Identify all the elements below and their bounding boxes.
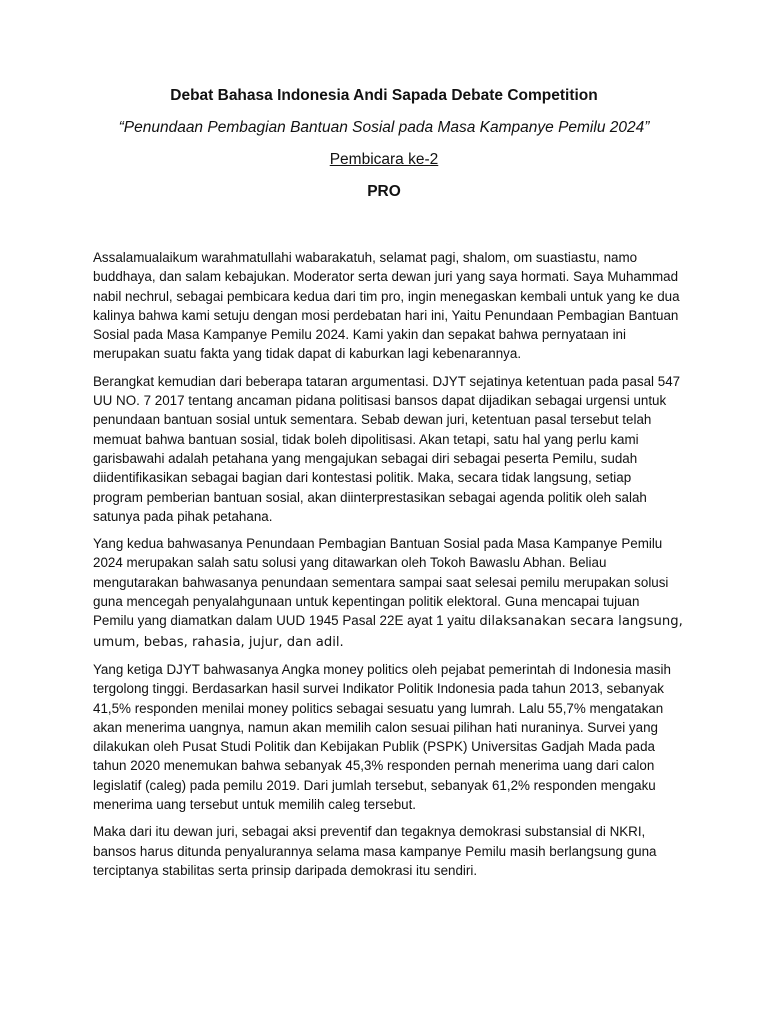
speaker-label: Pembicara ke-2 xyxy=(329,151,439,168)
document-header xyxy=(0,86,768,202)
paragraph-argument-3: Yang ketiga DJYT bahwasanya Angka money politics oleh pejabat pemerintah di Indonesia masih tergolong tinggi. Berdasarkan hasil survei Indikator Politik Indonesia pada tahun 2013, sebanyak 41,5% responden menilai money politics sebagai sesuatu yang lumrah. Lalu 55,7% mengatakan akan menerima uangnya, namun akan memilih calon sesuai pilihan hati nuraninya. Survei yang dilakukan oleh Pusat Studi Politik dan Kebijakan Publik (PSPK) Universitas Gadjah Mada pada tahun 2020 menemukan bahwa sebanyak 45,3% responden pernah menerima uang dari calon legislatif (caleg) pada pemilu 2019. Dari jumlah tersebut, sebanyak 61,2% responden mengaku menerima uang tersebut untuk memilih caleg tersebut. xyxy=(93,661,671,813)
paragraph-argument-2-main: Yang kedua bahwasanya Penundaan Pembagian Bantuan Sosial pada Masa Kampanye Pemilu 2024 merupakan salah satu solusi yang ditawarkan oleh Tokoh Bawaslu Abhan. Beliau mengutarakan bahwasanya penundaan sementara sampai saat selesai pemilu merupakan solusi guna mencegah penyalahgunaan untuk kepentingan politik elektoral. Guna mencapai tujuan Pemilu yang diamatkan dalam UUD 1945 Pasal 22E ayat 1 yaitu xyxy=(93,536,669,629)
document-title: Debat Bahasa Indonesia Andi Sapada Debate Competition xyxy=(170,87,598,104)
paragraph-argument-2-tail: dilaksanakan secara langsung, umum, bebas, rahasia, jujur, dan adil. xyxy=(93,614,683,650)
motion-statement: “Penundaan Pembagian Bantuan Sosial pada Masa Kampanye Pemilu 2024” xyxy=(118,119,650,136)
paragraph-opening: Assalamualaikum warahmatullahi wabarakatuh, selamat pagi, shalom, om suastiastu, namo buddhaya, dan salam kebajukan. Moderator serta dewan juri yang saya hormati. Saya Muhammad nabil nechrul, sebagai pembicara kedua dari tim pro, ingin menegaskan kembali untuk yang ke dua kalinya bahwa kami setuju dengan mosi perdebatan hari ini, Yaitu Penundaan Pembagian Bantuan Sosial pada Masa Kampanye Pemilu 2024. Kami yakin dan sepakat bahwa pernyataan ini merupakan suatu fakta yang tidak dapat di kaburkan lagi kebenarannya. xyxy=(93,250,680,362)
paragraph-argument-1: Berangkat kemudian dari beberapa tataran argumentasi. DJYT sejatinya ketentuan pada pasal 547 UU NO. 7 2017 tentang ancaman pidana politisasi bansos dapat dijadikan sebagai urgensi untuk penundaan bantuan sosial untuk sementara. Sebab dewan juri, ketentuan pasal tersebut telah memuat bahwa bantuan sosial, tidak boleh dipolitisasi. Akan tetapi, satu hal yang perlu kami garisbawahi adalah petahana yang mengajukan sebagai diri sebagai peserta Pemilu, sudah diidentifikasikan sebagai bagian dari kontestasi politik. Maka, secara tidak langsung, setiap program pemberian bantuan sosial, akan diinterprestasikan sebagai agenda politik oleh salah satunya pada pihak petahana. xyxy=(93,373,681,524)
side-label: PRO xyxy=(367,183,401,200)
paragraph-argument-2 xyxy=(93,534,683,652)
paragraph-closing: Maka dari itu dewan juri, sebagai aksi preventif dan tegaknya demokrasi substansial di NKRI, bansos harus ditunda penyalurannya selama masa kampanye Pemilu masih berlangsung guna terciptanya stabilitas serta prinsip daripada demokrasi itu sendiri. xyxy=(93,824,657,878)
document-body xyxy=(93,248,683,888)
